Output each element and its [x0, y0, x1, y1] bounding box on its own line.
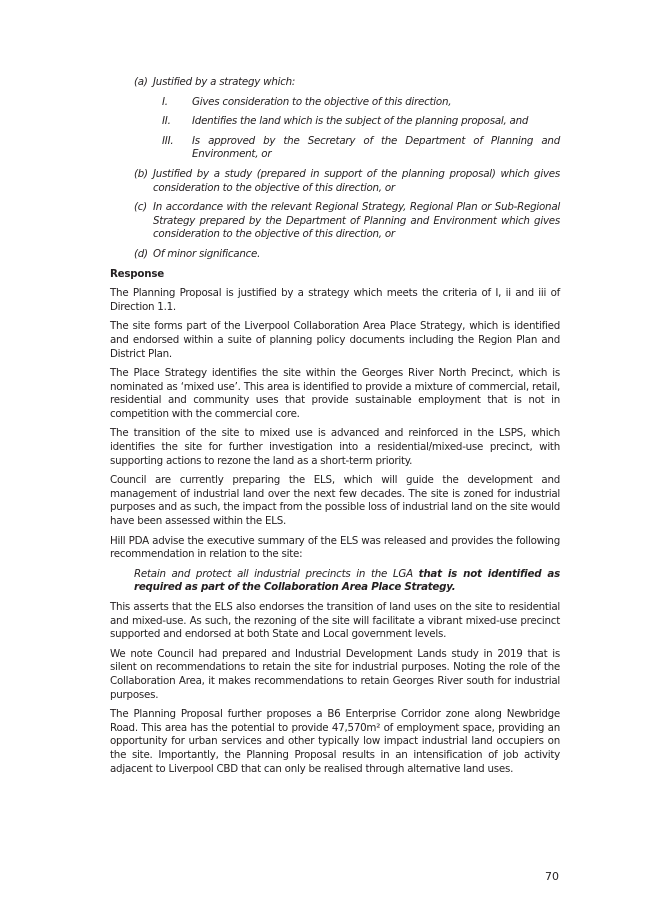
criterion-d — [134, 248, 560, 262]
paragraph: The transition of the site to mixed use is advanced and reinforced in the LSPS, which identifies the site for further investigation into a residential/mixed-use precinct, with supporting actions to rezone the land as a short-term priority. — [110, 427, 560, 467]
sub-criterion-iii — [162, 135, 560, 162]
sub-criterion-text: Is approved by the Secretary of the Department of Planning and Environment, or — [192, 134, 560, 161]
paragraph: This asserts that the ELS also endorses the transition of land uses on the site to residential and mixed-use. As such, the rezoning of the site will facilitate a vibrant mixed-use precinct supported and endorsed at both State and Local government levels. — [110, 601, 560, 641]
response-heading: Response — [110, 267, 164, 280]
sub-criterion-label: I. — [162, 95, 168, 108]
criterion-label: (d) — [134, 247, 148, 260]
sub-criterion-ii — [162, 115, 560, 129]
page-content — [110, 76, 560, 782]
paragraph: The site forms part of the Liverpool Collaboration Area Place Strategy, which is identified and endorsed within a suite of planning policy documents including the Region Plan and District Plan. — [110, 320, 560, 360]
paragraph: The Place Strategy identifies the site within the Georges River North Precinct, which is nominated as ‘mixed use’. This area is identified to provide a mixture of commercial, retail, residential and community uses that provide sustainable employment that is not in competition with the commercial core. — [110, 367, 560, 420]
criterion-label: (c) — [134, 201, 147, 214]
sub-criterion-text: Identifies the land which is the subject of the planning proposal, and — [192, 115, 529, 128]
criterion-label: (b) — [134, 167, 148, 180]
criterion-c — [134, 201, 560, 242]
quote-text: Retain and protect all industrial precincts in the LGA — [134, 567, 419, 580]
recommendation-quote — [134, 568, 560, 595]
paragraph: Council are currently preparing the ELS, which will guide the development and management of industrial land over the next few decades. The site is zoned for industrial purposes and as such, the impact from the possible loss of industrial land on the site would have been assessed within the ELS. — [110, 474, 560, 528]
quote-emphasis: that is not identified as required as part of the Collaboration Area Place Strategy. — [134, 567, 560, 594]
sub-criterion-i — [162, 96, 560, 110]
paragraph: We note Council had prepared and Industrial Development Lands study in 2019 that is silent on recommendations to retain the site for industrial purposes. Noting the role of the Collaboration Area, it makes recommendations to retain Georges River south for industrial purposes. — [110, 647, 560, 701]
sub-criterion-label: III. — [162, 134, 174, 147]
paragraph: The Planning Proposal further proposes a B6 Enterprise Corridor zone along Newbridge Road. This area has the potential to provide 47,570m² of employment space, providing an opportunity for urban services and other typically low impact industrial land occupiers on the site. Importantly, the Planning Proposal results in an intensification of job activity adjacent to Liverpool CBD that can only be realised through alternative land uses. — [110, 708, 560, 775]
paragraph: The Planning Proposal is justified by a strategy which meets the criteria of I, ii and iii of Direction 1.1. — [110, 287, 560, 313]
criterion-text: Justified by a study (prepared in support of the planning proposal) which gives consideration to the objective of this direction, or — [153, 167, 560, 194]
sub-criterion-text: Gives consideration to the objective of this direction, — [192, 95, 452, 108]
criterion-text: Justified by a strategy which: — [153, 76, 296, 88]
criterion-a — [134, 76, 560, 90]
sub-criterion-label: II. — [162, 115, 171, 128]
criterion-text: Of minor significance. — [153, 247, 261, 260]
paragraph: Hill PDA advise the executive summary of the ELS was released and provides the following recommendation in relation to the site: — [110, 534, 560, 561]
criterion-text: In accordance with the relevant Regional Strategy, Regional Plan or Sub-Regional Strategy prepared by the Department of Planning and Environment which gives consideration to the objective of this direction, or — [153, 201, 560, 241]
criterion-b — [134, 168, 560, 195]
criterion-label: (a) — [134, 76, 148, 88]
page-number: 70 — [545, 870, 559, 883]
